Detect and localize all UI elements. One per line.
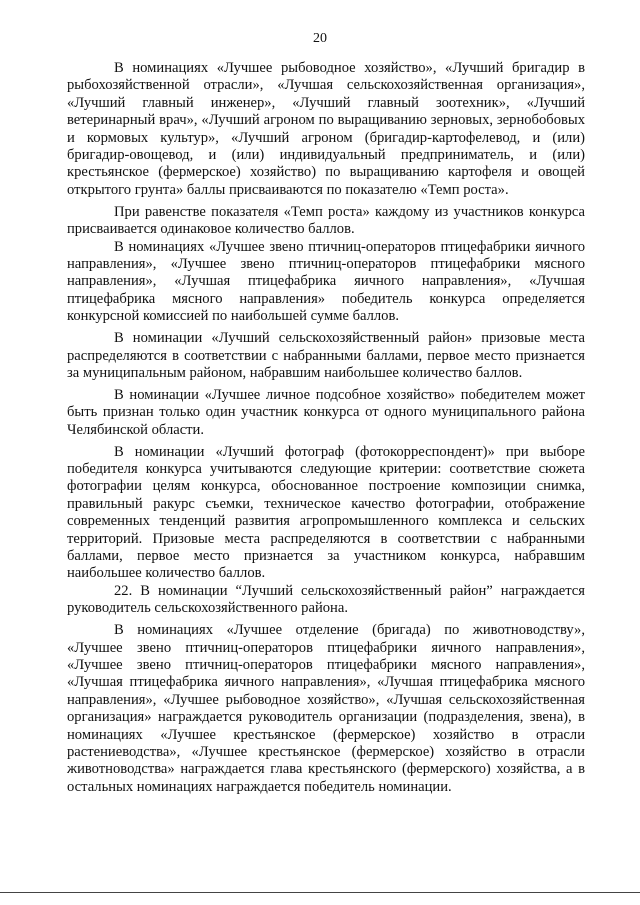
paragraph-1: В номинациях «Лучшее рыбоводное хозяйство», «Лучший бригадир в рыбохозяйственной отрасли», «Лучшая сельскохозяйственная организация», «Лучший главный инженер», «Лучший главный зоотехник», «Лучший ветеринарный врач», «Лучший агроном по выращиванию зерновых, зернобобовых и кормовых культур», «Лучший агроном (бригадир-картофелевод, и (или) бригадир-овощевод, и (или) индивидуальный предприниматель, и (или) крестьянское (фермерское) хозяйство) по выращиванию картофеля и овощей открытого грунта» баллы присваиваются по показателю «Темп роста». <box>67 60 585 198</box>
paragraph-5: В номинации «Лучшее личное подсобное хозяйство» победителем может быть признан только один участник конкурса от одного муниципального района Челябинской области. <box>67 386 585 438</box>
paragraph-8: В номинациях «Лучшее отделение (бригада) по животноводству», «Лучшее звено птичниц-операторов птицефабрики яичного направления», «Лучшее звено птичниц-операторов птицефабрики мясного направления», «Лучшая птицефабрика яичного направления», «Лучшая птицефабрика мясного направления», «Лучшее рыбоводное хозяйство», «Лучшая сельскохозяйственная организация» награждается руководитель организации (подразделения, звена), в номинациях «Лучшее крестьянское (фермерское) хозяйство в отрасли растениеводства», «Лучшее крестьянское (фермерское) хозяйство в отрасли животноводства» награждается глава крестьянского (фермерского) хозяйства, а в остальных номинациях награждается победитель номинации. <box>67 622 585 795</box>
paragraph-4: В номинации «Лучший сельскохозяйственный район» призовые места распределяются в соответствии с набранными баллами, первое место признается за муниципальным районом, набравшим наибольшее количество баллов. <box>67 330 585 381</box>
paragraph-3: В номинациях «Лучшее звено птичниц-операторов птицефабрики яичного направления», «Лучшее звено птичниц-операторов птицефабрики мясного направления», «Лучшая птицефабрика яичного направления», «Лучшая птицефабрика мясного направления» победитель конкурса определяется конкурсной комиссией по наибольшей сумме баллов. <box>67 238 585 325</box>
paragraph-6: В номинации «Лучший фотограф (фотокорреспондент)» при выборе победителя конкурса учитываются следующие критерии: соответствие сюжета фотографии целям конкурса, обоснованное построение композиции снимка, правильный ракурс съемки, техническое качество фотографии, отображение современных тенденций развития агропромышленного комплекса и сельских территорий. Призовые места распределяются в соответствии с набранными баллами, первое место признается за участником конкурса, набравшим наибольшее количество баллов. <box>67 443 585 582</box>
paragraph-7: 22. В номинации “Лучший сельскохозяйственный район” награждается руководитель сельскохозяйственного района. <box>67 582 585 617</box>
document-body <box>67 60 585 796</box>
page-number: 20 <box>313 31 327 46</box>
bottom-rule <box>0 892 640 893</box>
paragraph-2: При равенстве показателя «Темп роста» каждому из участников конкурса присваивается одинаковое количество баллов. <box>67 203 585 238</box>
